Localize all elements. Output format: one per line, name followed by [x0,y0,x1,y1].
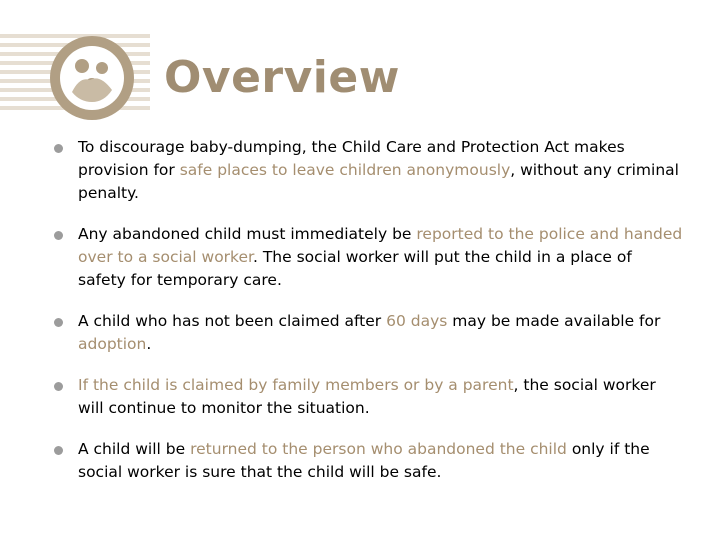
bullet-dot-icon [54,318,63,327]
bullet-text: A child will be returned to the person who abandoned the child only if the social worker is sure that the child will be safe. [78,440,650,481]
bullet-text: To discourage baby-dumping, the Child Care and Protection Act makes provision for safe places to leave children anonymously, without any criminal penalty. [78,138,679,202]
list-item [54,374,684,420]
list-item [54,136,684,205]
bullet-dot-icon [54,231,63,240]
bullet-text: A child who has not been claimed after 60 days may be made available for adoption. [78,312,661,353]
list-item [54,438,684,484]
bullet-dot-icon [54,446,63,455]
slide-title: Overview [164,52,400,103]
family-emblem-icon [50,36,134,120]
bullet-list [54,136,684,502]
bullet-dot-icon [54,382,63,391]
list-item [54,310,684,356]
bullet-text: If the child is claimed by family members or by a parent, the social worker will continue to monitor the situation. [78,376,656,417]
bullet-dot-icon [54,144,63,153]
list-item [54,223,684,292]
bullet-text: Any abandoned child must immediately be reported to the police and handed over to a social worker. The social worker will put the child in a place of safety for temporary care. [78,225,683,289]
